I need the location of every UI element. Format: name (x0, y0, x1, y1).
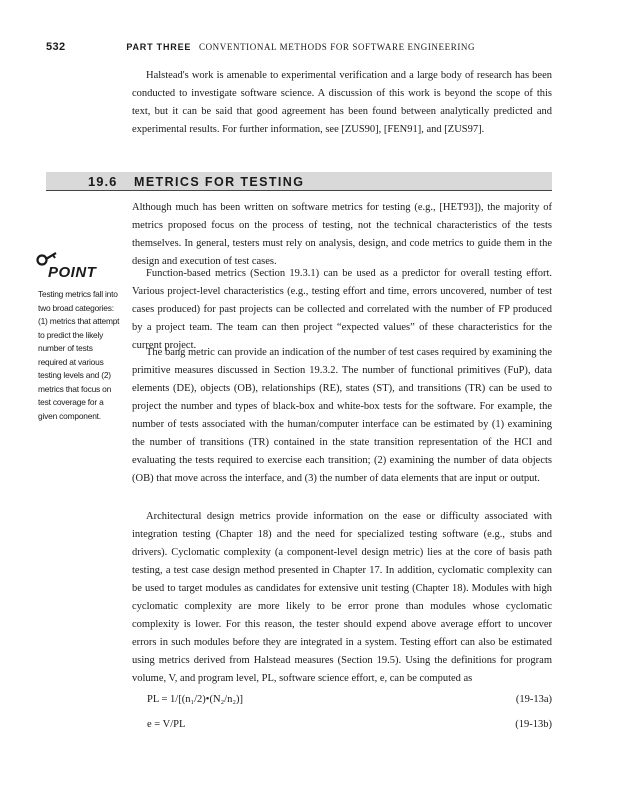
part-title: CONVENTIONAL METHODS FOR SOFTWARE ENGINEERING (198, 42, 476, 52)
page-number: 532 (46, 41, 66, 53)
section-heading-bar (46, 172, 552, 191)
equation-19-13b (147, 719, 552, 735)
key-point-sidebar (36, 248, 126, 423)
body-paragraph-1: Although much has been written on software metrics for testing (e.g., [HET93]), the majority of metrics proposed focus on the process of testing, not the technical characteristics of the tests themselves. In general, testers must rely on analysis, design, and code metrics to guide them in the design and execution of test cases. (132, 202, 552, 267)
equation-label: (19-13b) (515, 719, 552, 730)
body-paragraph-4: Architectural design metrics provide information on the ease or difficulty associated with integration testing (Chapter 18) and the need for specialized testing software (e.g., stubs and drivers). Cyclomatic complexity (a component-level design metric) lies at the core of basis path testing, a test case design method presented in Chapter 17. In addition, cyclomatic complexity can be used to target modules as candidates for extensive unit testing (Chapter 18). Modules with high cyclomatic complexity are more likely to be error prone than modules whose cyclomatic complexity is lower. For this reason, the tester should expend above average effort to uncover errors in such modules before they are integrated in a system. Testing effort can also be estimated using metrics derived from Halstead measures (Section 19.5). Using the definitions for program volume, V, and program level, PL, software science effort, e, can be computed as (132, 511, 552, 684)
section-title: METRICS FOR TESTING (134, 175, 305, 189)
key-point-label: POINT (48, 264, 97, 281)
key-point-text: Testing metrics fall into two broad categories: (1) metrics that attempt to predict the likely number of tests required at various testing levels and (2) metrics that focus on test coverage for a given component. (38, 289, 120, 421)
equation-label: (19-13a) (515, 694, 552, 705)
part-label: PART THREE (126, 42, 192, 52)
equation-expression: PL = 1/[(n₁/2)•(N₂/n₂)] (147, 694, 244, 705)
running-header (46, 41, 556, 53)
intro-paragraph: Halstead's work is amenable to experimental verification and a large body of research has been conducted to investigate software science. A discussion of this work is beyond the scope of this text, but it can be said that good agreement has been found between analytically predicted and experimental results. For further information, see [ZUS90], [FEN91], and [ZUS97]. (132, 70, 552, 135)
section-number: 19.6 (88, 174, 118, 189)
equation-expression: e = V/PL (147, 719, 186, 730)
body-paragraph-2: Function-based metrics (Section 19.3.1) can be used as a predictor for overall testing effort. Various project-level characteristics (e.g., testing effort and time, errors uncovered, number of test cases produced) for past projects can be collected and correlated with the number of FP produced by a project team. The team can then project “expected values” of these characteristics for the current project. (132, 268, 552, 351)
body-paragraph-3: The bang metric can provide an indication of the number of test cases required by examining the primitive measures discussed in Section 19.3.2. The number of functional primitives (FuP), data elements (DE), objects (OB), relationships (RE), states (ST), and transitions (TR) can be used to project the number and types of black-box and white-box tests for the software. For example, the number of tests associated with the human/computer interface can be estimated by (1) examining the number of transitions (TR) contained in the state transition representation of the HCI and evaluating the tests required to exercise each transition; (2) examining the number of data objects (OB) that move across the interface, and (3) the number of data elements that are input or output. (132, 347, 552, 484)
key-point-logo (36, 248, 126, 284)
equation-19-13a (147, 694, 552, 710)
